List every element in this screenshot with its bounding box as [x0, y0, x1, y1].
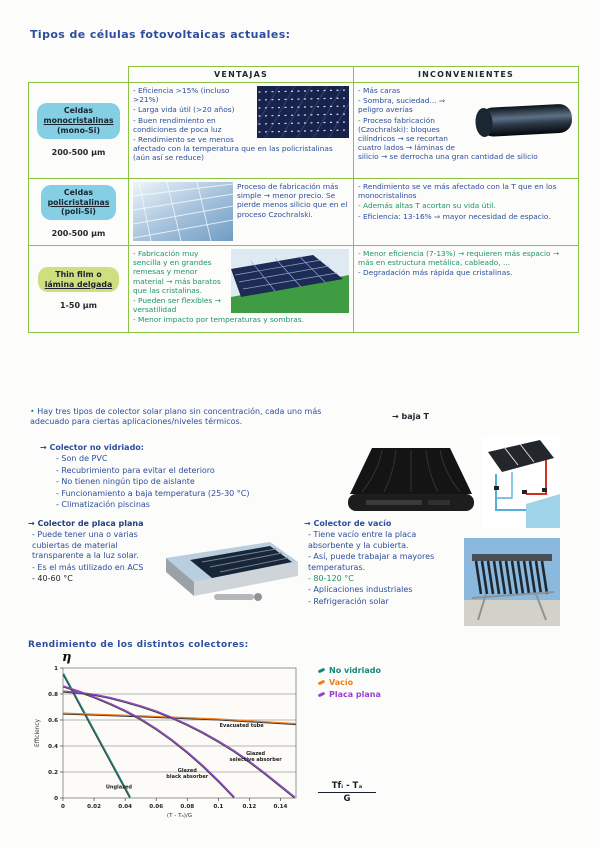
pvc-collector-image	[348, 444, 474, 518]
pv-cells-table	[28, 66, 579, 333]
thinfilm-inconvenientes-cell	[353, 245, 579, 333]
thin-film-field-image	[231, 249, 349, 313]
label-line: monocristalinas	[43, 116, 114, 126]
col-header-inconvenientes: INCONVENIENTES	[353, 66, 579, 82]
label-line: Celdas	[63, 187, 94, 197]
svg-text:0: 0	[54, 796, 58, 802]
fraction-denominator: G	[343, 794, 351, 804]
collectors-intro	[30, 407, 332, 428]
mono-ventajas-cell	[128, 82, 353, 178]
legend-item-no-vidriado	[318, 666, 381, 675]
evacuated-tube-collector-image	[464, 538, 560, 626]
svg-text:0.12: 0.12	[242, 804, 257, 810]
label-line: (mono-Si)	[56, 125, 101, 135]
label-line: (poli-Si)	[61, 207, 96, 217]
svg-text:0.4: 0.4	[48, 744, 58, 750]
ventaja-item: - Larga vida útil (>20 años)	[133, 105, 235, 115]
vacio-item: - Tiene vacío entre la placa absorbente y la cubierta.	[308, 530, 417, 550]
label-line: Celdas	[63, 106, 94, 116]
placa-plana-item: - 40-60 °C	[32, 573, 73, 583]
axis-fraction-annotation	[318, 781, 376, 804]
mono-thickness: 200-500 μm	[51, 147, 106, 157]
inconveniente-item: - Menor eficiencia (7-13%) → requieren más espacio → más en estructura metálica, cableado, ...	[358, 249, 560, 268]
label-line: policristalinas	[47, 197, 110, 207]
colector-placa-plana-block	[28, 519, 156, 585]
ventaja-item: - Eficiencia >15% (incluso >21%)	[133, 86, 230, 105]
svg-text:0: 0	[61, 804, 65, 810]
inconveniente-item: - Más caras	[358, 86, 401, 95]
inconveniente-item: - Proceso fabricación (Czochralski): bloques cilíndricos → se recortan cuatro lados → láminas de silicio → se derrocha una gran cantidad de silicio	[358, 115, 538, 162]
legend-item-placa-plana	[318, 690, 381, 699]
placa-plana-mark-icon	[318, 692, 326, 698]
svg-text:Efficiency: Efficiency	[35, 719, 41, 747]
svg-text:0.06: 0.06	[149, 804, 164, 810]
ventaja-item: - Buen rendimiento en condiciones de poca luz	[133, 115, 222, 134]
silicon-ingot-image	[470, 99, 574, 143]
table-corner	[28, 66, 128, 82]
svg-text:0.14: 0.14	[273, 804, 288, 810]
poli-si-panel-image	[133, 182, 233, 241]
placa-plana-title: → Colector de placa plana	[28, 519, 144, 528]
colector-vacio-block	[304, 519, 456, 608]
pool-system-diagram-image	[482, 436, 560, 528]
col-header-ventajas: VENTAJAS	[128, 66, 353, 82]
thin-film-field-image	[231, 249, 349, 313]
row-label-poli	[28, 178, 128, 245]
no-vidriado-item: - Son de PVC	[56, 454, 108, 464]
placa-plana-item: - Es el más utilizado en ACS	[32, 562, 144, 572]
svg-text:0.6: 0.6	[48, 718, 58, 724]
ventaja-item: - Menor impacto por temperaturas y sombras.	[133, 315, 304, 325]
no-vidriado-item: - Recubrimiento para evitar el deterioro	[56, 465, 215, 475]
inconveniente-item: - Rendimiento se ve más afectado con la T que en los monocristalinos	[358, 182, 557, 201]
colector-no-vidriado-block	[40, 443, 340, 511]
flat-plate-collector-image	[158, 534, 306, 626]
label-line: Thin film o	[55, 269, 102, 279]
vacio-mark-icon	[318, 680, 326, 686]
svg-text:Glazedblack absorber: Glazed black absorber	[166, 768, 209, 780]
ventaja-item: - Fabricación muy sencilla y en grandes remesas y menor material → más baratos que las cristalinas.	[133, 249, 221, 295]
pvc-collector-image	[348, 444, 474, 518]
inconveniente-item: - Sombra, suciedad... ⇒ peligro averías	[358, 96, 446, 115]
legend-label: Vacío	[329, 678, 354, 687]
svg-text:0.02: 0.02	[87, 804, 101, 810]
silicon-ingot-image	[470, 99, 574, 143]
flat-plate-collector-image	[158, 534, 306, 626]
no-vidriado-item: - Climatización piscinas	[56, 499, 150, 509]
ventaja-item: - Rendimiento se ve menos afectado con la temperatura que en las policristalinas (aún así se reduce)	[133, 134, 333, 163]
poli-label-highlight	[41, 185, 117, 220]
svg-text:1: 1	[54, 666, 58, 672]
vacio-item: - Refrigeración solar	[308, 596, 389, 606]
label-line: lámina delgada	[44, 279, 113, 289]
ventaja-item: - Pueden ser flexibles → versatilidad	[133, 295, 221, 315]
legend-label: No vidriado	[329, 666, 381, 675]
mono-si-panel-image	[257, 86, 349, 138]
inconveniente-item: - Eficiencia: 13-16% ⇒ mayor necesidad de espacio.	[358, 211, 551, 221]
svg-text:Unglazed: Unglazed	[105, 784, 133, 791]
svg-text:0.1: 0.1	[213, 804, 224, 810]
mono-si-panel-image	[257, 86, 349, 138]
svg-text:Glazedselective absorber: Glazed selective absorber	[229, 751, 282, 764]
ventaja-item: Proceso de fabricación más simple → menor precio. Se pierde menos silicio que en el proceso Czochralski.	[237, 182, 348, 219]
poli-thickness: 200-500 μm	[51, 229, 106, 239]
inconveniente-item: - Degradación más rápida que cristalinas.	[358, 268, 513, 278]
efficiency-chart	[30, 654, 320, 822]
baja-t-annotation: → baja T	[392, 412, 429, 421]
svg-text:0.04: 0.04	[118, 804, 133, 810]
svg-text:(T - Tₐ)/G: (T - Tₐ)/G	[166, 813, 193, 819]
chart-section-title: Rendimiento de los distintos colectores:	[28, 640, 249, 650]
thinfilm-label-highlight	[38, 267, 119, 292]
mono-label-highlight	[37, 103, 121, 138]
svg-text:0.08: 0.08	[180, 804, 195, 810]
legend-item-vacio	[318, 678, 381, 687]
row-label-thinfilm	[28, 245, 128, 333]
eta-symbol: η	[62, 650, 72, 665]
pool-system-diagram-image	[482, 436, 560, 528]
svg-text:0.8: 0.8	[48, 692, 58, 698]
svg-text:Evacuated tube: Evacuated tube	[219, 723, 264, 730]
no-vidriado-title: → Colector no vidriado:	[40, 443, 144, 452]
vacio-item: - 80-120 °C	[308, 573, 354, 583]
fraction-numerator: Tfᵢ - Tₐ	[318, 781, 376, 793]
thinfilm-thickness: 1-50 μm	[59, 301, 98, 311]
svg-text:0.2: 0.2	[48, 770, 58, 776]
page-title: Tipos de células fotovoltaicas actuales:	[30, 28, 291, 41]
thinfilm-ventajas-cell	[128, 245, 353, 333]
inconveniente-item: - Además altas T acortan su vida útil.	[358, 201, 496, 211]
poli-si-panel-image	[133, 182, 233, 241]
vacio-title: → Colector de vacío	[304, 519, 392, 528]
poli-inconvenientes-cell	[353, 178, 579, 245]
intro-bullet: •	[30, 407, 35, 416]
no-vidriado-item: - No tienen ningún tipo de aislante	[56, 477, 195, 487]
evacuated-tube-collector-image	[464, 538, 560, 626]
vacio-item: - Así, puede trabajar a mayores temperaturas.	[308, 552, 435, 572]
no-vidriado-item: - Funcionamiento a baja temperatura (25-30 °C)	[56, 488, 250, 498]
no-vidriado-mark-icon	[318, 668, 326, 674]
row-label-mono	[28, 82, 128, 178]
placa-plana-item: - Puede tener una o varias cubiertas de material transparente a la luz solar.	[32, 530, 139, 561]
mono-inconvenientes-cell	[353, 82, 579, 178]
intro-text: Hay tres tipos de colector solar plano sin concentración, cada uno más adecuado para ciertas aplicaciones/niveles térmicos.	[30, 407, 322, 427]
poli-ventajas-cell	[128, 178, 353, 245]
legend-label: Placa plana	[329, 690, 381, 699]
chart-legend	[318, 666, 381, 699]
vacio-item: - Aplicaciones industriales	[308, 585, 413, 595]
